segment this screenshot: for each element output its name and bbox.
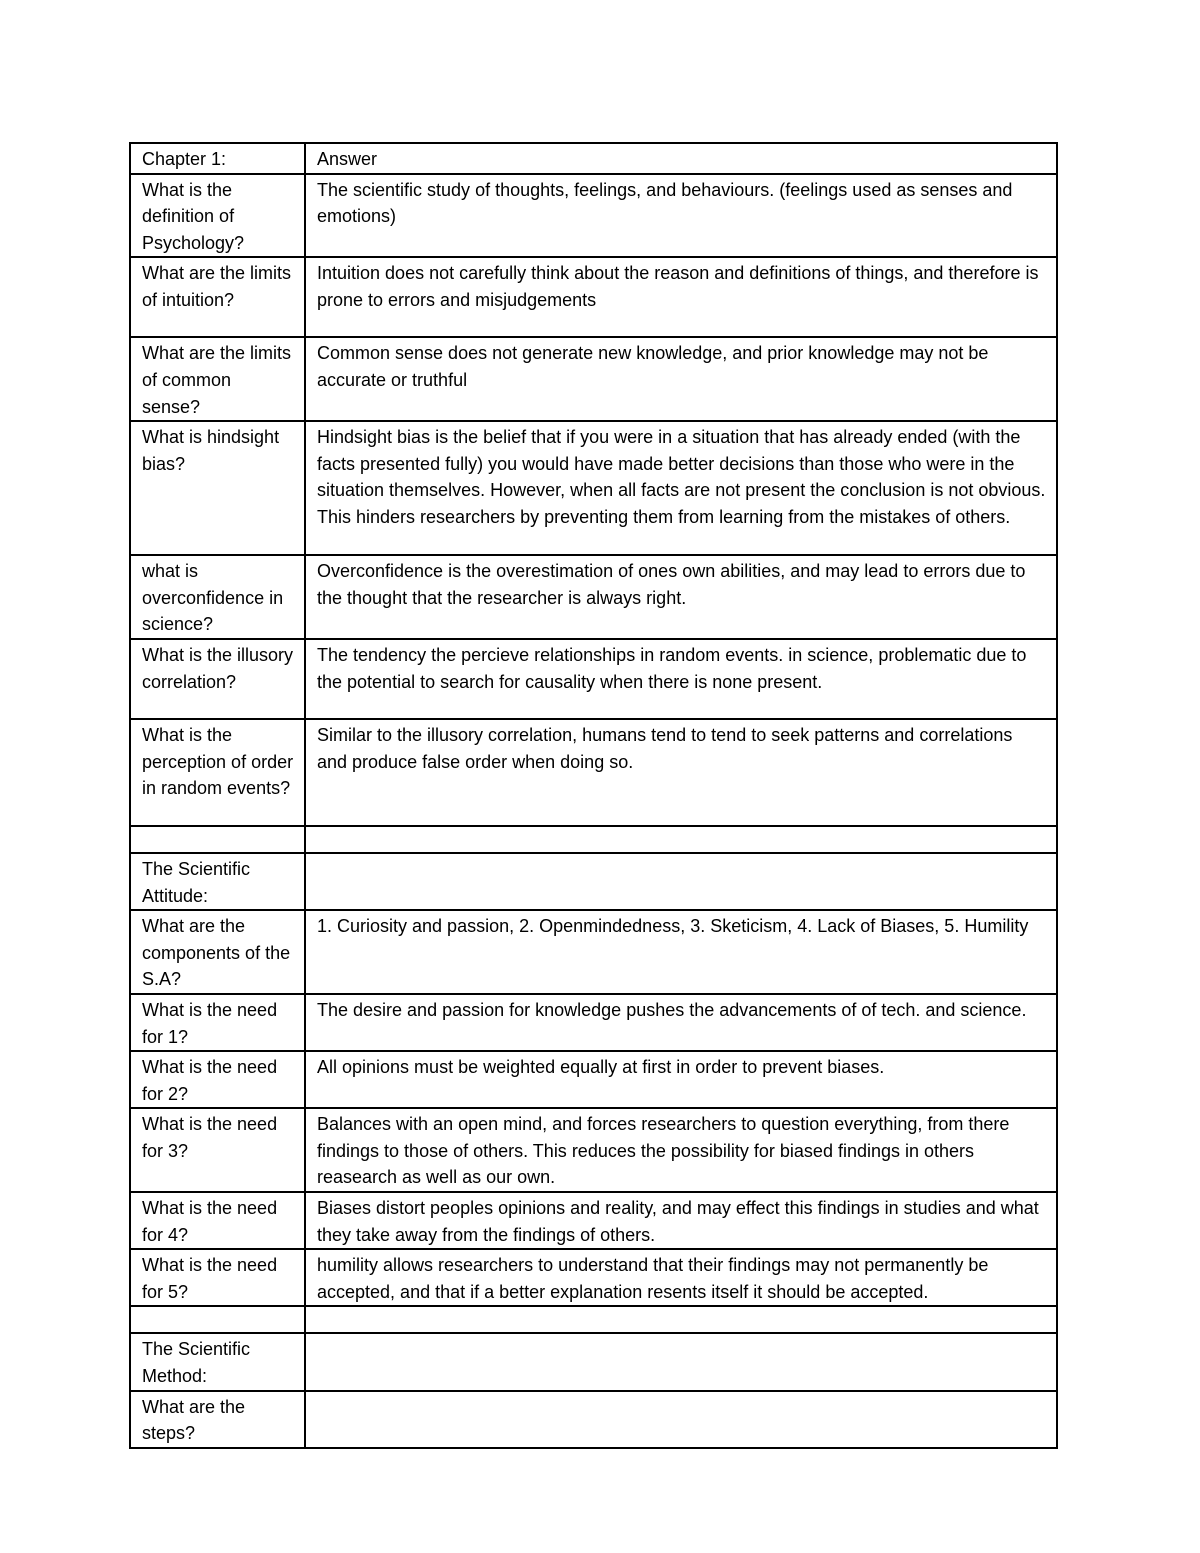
section-heading-row — [130, 1333, 1057, 1390]
answer-cell — [305, 853, 1057, 910]
question-cell: What is the need for 2? — [130, 1051, 305, 1108]
question-cell: What are the components of the S.A? — [130, 910, 305, 994]
answer-cell: All opinions must be weighted equally at first in order to prevent biases. — [305, 1051, 1057, 1108]
question-cell: What is the need for 3? — [130, 1108, 305, 1192]
answer-cell — [305, 826, 1057, 853]
answer-cell: Biases distort peoples opinions and reality, and may effect this findings in studies and what they take away from the findings of others. — [305, 1192, 1057, 1249]
question-cell: What are the steps? — [130, 1391, 305, 1448]
table-row — [130, 257, 1057, 337]
table-row — [130, 1192, 1057, 1249]
question-cell: What is the illusory correlation? — [130, 639, 305, 719]
table-row — [130, 555, 1057, 639]
answer-cell: humility allows researchers to understand that their findings may not permanently be accepted, and that if a better explanation resents itself it should be accepted. — [305, 1249, 1057, 1306]
answer-cell: Balances with an open mind, and forces researchers to question everything, from there findings to those of others. This reduces the possibility for biased findings in others reasearch as well as our own. — [305, 1108, 1057, 1192]
question-cell: What is the need for 4? — [130, 1192, 305, 1249]
table-row — [130, 1249, 1057, 1306]
question-cell — [130, 826, 305, 853]
table-header-row — [130, 143, 1057, 174]
question-cell: What are the limits of common sense? — [130, 337, 305, 421]
answer-cell: Similar to the illusory correlation, humans tend to tend to seek patterns and correlations and produce false order when doing so. — [305, 719, 1057, 826]
table-row — [130, 1051, 1057, 1108]
answer-cell — [305, 1391, 1057, 1448]
table-row-empty — [130, 1306, 1057, 1333]
table-row — [130, 421, 1057, 555]
section-heading-cell: The Scientific Attitude: — [130, 853, 305, 910]
table-row — [130, 174, 1057, 258]
table-row — [130, 1391, 1057, 1448]
table-row — [130, 994, 1057, 1051]
answer-cell: The desire and passion for knowledge pushes the advancements of of tech. and science. — [305, 994, 1057, 1051]
table-row — [130, 1108, 1057, 1192]
table-row — [130, 337, 1057, 421]
answer-cell: 1. Curiosity and passion, 2. Openmindedness, 3. Sketicism, 4. Lack of Biases, 5. Humility — [305, 910, 1057, 994]
question-cell — [130, 1306, 305, 1333]
qa-table — [129, 142, 1058, 1449]
answer-cell: Intuition does not carefully think about the reason and definitions of things, and therefore is prone to errors and misjudgements — [305, 257, 1057, 337]
table-row — [130, 910, 1057, 994]
answer-cell: Common sense does not generate new knowledge, and prior knowledge may not be accurate or truthful — [305, 337, 1057, 421]
question-cell: What is the need for 1? — [130, 994, 305, 1051]
question-cell: What is hindsight bias? — [130, 421, 305, 555]
answer-cell — [305, 1306, 1057, 1333]
question-cell: What is the definition of Psychology? — [130, 174, 305, 258]
question-cell: What are the limits of intuition? — [130, 257, 305, 337]
table-row — [130, 639, 1057, 719]
question-cell: What is the perception of order in random events? — [130, 719, 305, 826]
header-question-cell: Chapter 1: — [130, 143, 305, 174]
question-cell: What is the need for 5? — [130, 1249, 305, 1306]
answer-cell: Hindsight bias is the belief that if you were in a situation that has already ended (with the facts presented fully) you would have made better decisions than those who were in the situation themselves. However, when all facts are not present the conclusion is not obvious. This hinders researchers by preventing them from learning from the mistakes of others. — [305, 421, 1057, 555]
header-answer-cell: Answer — [305, 143, 1057, 174]
answer-cell: Overconfidence is the overestimation of ones own abilities, and may lead to errors due to the thought that the researcher is always right. — [305, 555, 1057, 639]
question-cell: what is overconfidence in science? — [130, 555, 305, 639]
answer-cell: The scientific study of thoughts, feelings, and behaviours. (feelings used as senses and emotions) — [305, 174, 1057, 258]
answer-cell: The tendency the percieve relationships in random events. in science, problematic due to the potential to search for causality when there is none present. — [305, 639, 1057, 719]
section-heading-row — [130, 853, 1057, 910]
table-row — [130, 719, 1057, 826]
table-row-empty — [130, 826, 1057, 853]
section-heading-cell: The Scientific Method: — [130, 1333, 305, 1390]
answer-cell — [305, 1333, 1057, 1390]
